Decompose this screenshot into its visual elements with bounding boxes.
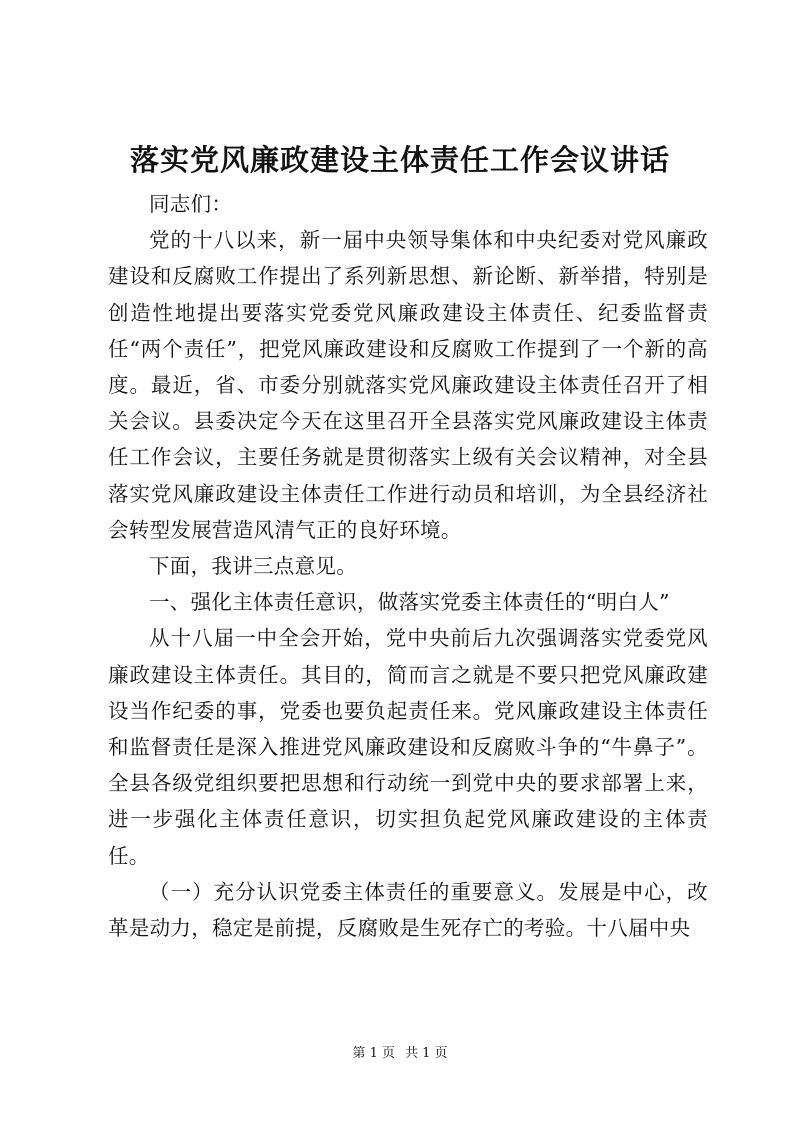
section-heading-1: 一、强化主体责任意识，做落实党委主体责任的“明白人” (149, 590, 670, 615)
page-footer (0, 1044, 800, 1064)
page-total: 共 1 页 (405, 1046, 448, 1061)
salutation: 同志们： (149, 192, 233, 216)
page-number: 第 1 页 (352, 1046, 395, 1061)
paragraph-section-1: 从十八届一中全会开始，党中央前后九次强调落实党委党风廉政建设主体责任。其目的，简而言之就是不要只把党风廉政建设当作纪委的事，党委也要负起责任来。党风廉政建设主体责任和监督责任是深入推进党风廉政建设和反腐败斗争的“牛鼻子”。全县各级党组织要把思想和行动统一到党中央的要求部署上来，进一步强化主体责任意识，切实担负起党风廉政建设的主体责任。 (108, 626, 708, 868)
document-title: 落实党风廉政建设主体责任工作会议讲话 (129, 143, 670, 177)
document-body (108, 186, 708, 946)
paragraph-intro: 党的十八以来，新一届中央领导集体和中央纪委对党风廉政建设和反腐败工作提出了系列新思想、新论断、新举措，特别是创造性地提出要落实党委党风廉政建设主体责任、纪委监督责任“两个责任”，把党风廉政建设和反腐败工作提到了一个新的高度。最近，省、市委分别就落实党风廉政建设主体责任召开了相关会议。县委决定今天在这里召开全县落实党风廉政建设主体责任工作会议，主要任务就是贯彻落实上级有关会议精神，对全县落实党风廉政建设主体责任工作进行动员和培训，为全县经济社会转型发展营造风清气正的良好环境。 (108, 228, 708, 542)
subsection-1-1: （一）充分认识党委主体责任的重要意义。发展是中心，改革是动力，稳定是前提，反腐败是生死存亡的考验。十八届中央 (108, 879, 708, 941)
paragraph-outline: 下面，我讲三点意见。 (149, 554, 357, 579)
